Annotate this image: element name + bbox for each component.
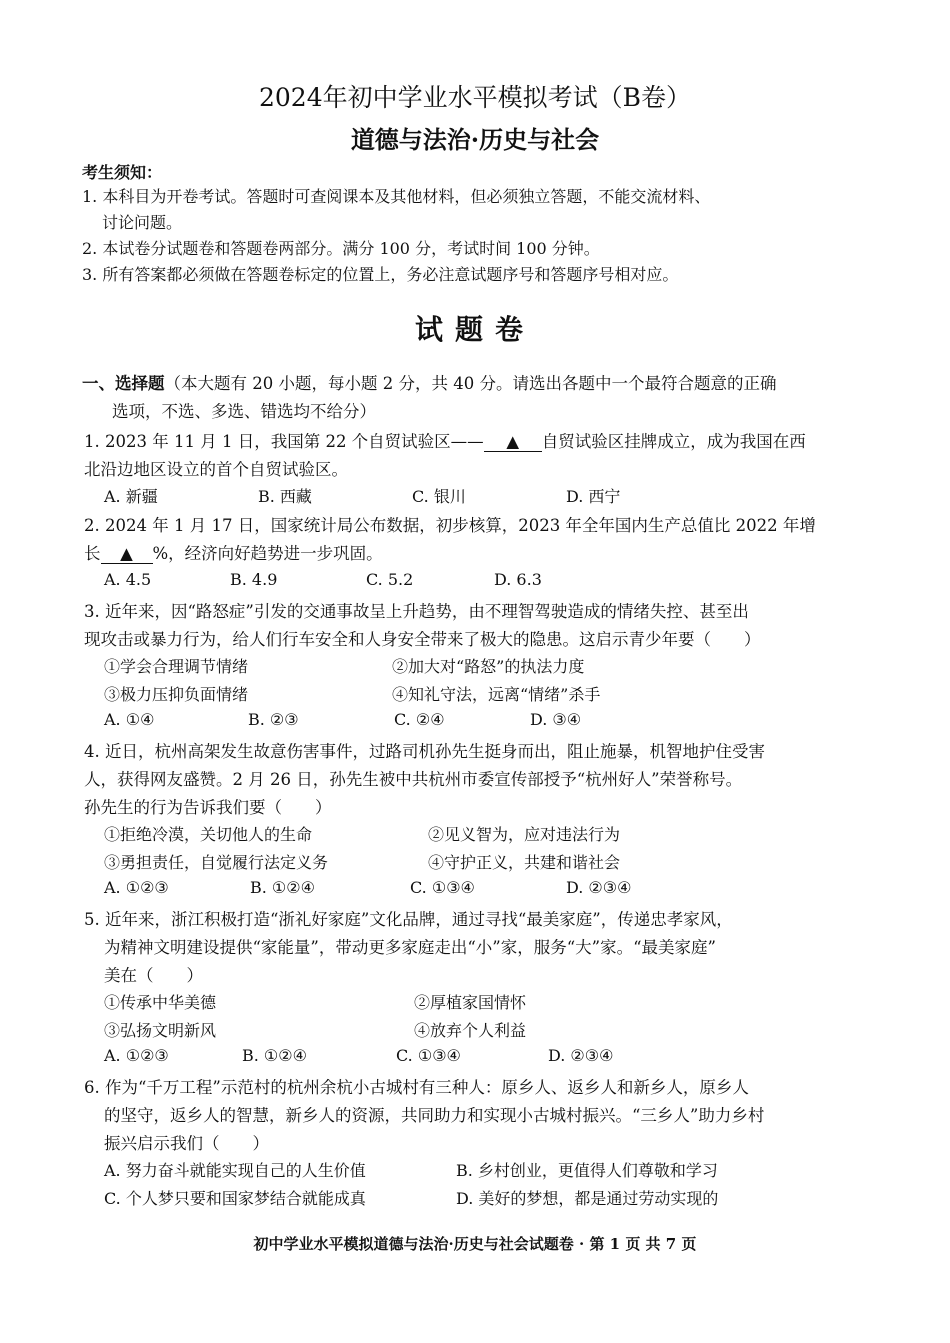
q1-option-b: B. 西藏 [258,487,312,506]
q2-text-b: 长 [84,544,101,563]
q5-option-d: D. ②③④ [548,1046,614,1065]
q6-option-a: A. 努力奋斗就能实现自己的人生价值 [104,1161,366,1180]
answer-blank [101,544,153,564]
q4-option-d: D. ②③④ [566,878,632,897]
section-title: 试题卷 [414,313,535,346]
section-label: 一、选择题 [82,374,165,393]
q1-text-a: 1. 2023 年 11 月 1 日，我国第 22 个自贸试验区—— [84,432,484,451]
q6-option-b: B. 乡村创业，更值得人们尊敬和学习 [456,1161,718,1180]
exam-title: 2024年初中学业水平模拟考试（B卷） [259,83,691,112]
q5-statement-2: ②厚植家国情怀 [414,993,527,1012]
question-5-line-3: 美在（ ） [104,966,203,985]
q1-option-a: A. 新疆 [104,487,158,506]
blank-triangle-icon: ▲ [506,432,520,451]
note-1-cont: 讨论问题。 [102,213,183,232]
q3-option-a: A. ①④ [104,710,155,729]
section-desc: （本大题有 20 小题，每小题 2 分，共 40 分。请选出各题中一个最符合题意的正确 [164,374,777,393]
note-1: 1. 本科目为开卷考试。答题时可查阅课本及其他材料，但必须独立答题，不能交流材料、 [82,187,711,206]
q6-option-c: C. 个人梦只要和国家梦结合就能成真 [104,1189,366,1208]
q4-statement-2: ②见义智为，应对违法行为 [428,825,621,844]
q3-statement-4: ④知礼守法，远离“情绪”杀手 [392,685,601,704]
note-2: 2. 本试卷分试题卷和答题卷两部分。满分 100 分，考试时间 100 分钟。 [82,239,600,258]
q2-option-a: A. 4.5 [104,570,152,589]
question-6-line-2: 的坚守，返乡人的智慧，新乡人的资源，共同助力和实现小古城村振兴。“三乡人”助力乡村 [104,1106,765,1125]
q3-statement-2: ②加大对“路怒”的执法力度 [392,657,585,676]
q1-option-d: D. 西宁 [566,487,621,506]
q2-text-c: %，经济向好趋势进一步巩固。 [152,544,383,563]
q5-statement-4: ④放弃个人利益 [414,1021,527,1040]
question-5-line-2: 为精神文明建设提供“家能量”，带动更多家庭走出“小”家，服务“大”家。“最美家庭” [104,938,716,957]
q3-option-c: C. ②④ [394,710,445,729]
q3-option-d: D. ③④ [530,710,582,729]
section-instructions [82,370,776,394]
question-2-line-1: 2. 2024 年 1 月 17 日，国家统计局公布数据，初步核算，2023 年全年国内生产总值比 2022 年增 [84,516,816,535]
question-4-line-2: 人，获得网友盛赞。2 月 26 日，孙先生被中共杭州市委宣传部授予“杭州好人”荣誉称号。 [84,770,743,789]
question-2-line-2 [84,540,383,564]
question-3-line-1: 3. 近年来，因“路怒症”引发的交通事故呈上升趋势，由不理智驾驶造成的情绪失控、甚至出 [84,602,749,621]
answer-blank [484,432,542,452]
question-6-line-1: 6. 作为“千万工程”示范村的杭州余杭小古城村有三种人：原乡人、返乡人和新乡人，原乡人 [84,1078,749,1097]
q5-option-b: B. ①②④ [242,1046,307,1065]
q4-statement-1: ①拒绝冷漠，关切他人的生命 [104,825,313,844]
question-4-line-1: 4. 近日，杭州高架发生故意伤害事件，过路司机孙先生挺身而出，阻止施暴，机智地护住受害 [84,742,765,761]
q5-statement-3: ③弘扬文明新风 [104,1021,217,1040]
exam-subject: 道德与法治·历史与社会 [350,125,600,154]
q5-statement-1: ①传承中华美德 [104,993,217,1012]
question-5-line-1: 5. 近年来，浙江积极打造“浙礼好家庭”文化品牌，通过寻找“最美家庭”，传递忠孝家风， [84,910,733,929]
q5-option-a: A. ①②③ [104,1046,169,1065]
section-desc-cont: 选项，不选、多选、错选均不给分） [112,402,376,421]
question-1-line-1 [84,428,806,452]
question-4-line-3: 孙先生的行为告诉我们要（ ） [84,798,332,817]
q2-option-c: C. 5.2 [366,570,414,589]
page-footer: 初中学业水平模拟道德与法治·历史与社会试题卷 · 第 1 页 共 7 页 [253,1235,697,1253]
q6-option-d: D. 美好的梦想，都是通过劳动实现的 [456,1189,719,1208]
q4-statement-4: ④守护正义，共建和谐社会 [428,853,621,872]
q4-option-c: C. ①③④ [410,878,475,897]
note-3: 3. 所有答案都必须做在答题卷标定的位置上，务必注意试题序号和答题序号相对应。 [82,265,679,284]
question-3-line-2: 现攻击或暴力行为，给人们行车安全和人身安全带来了极大的隐患。这启示青少年要（ ） [84,630,761,649]
q1-text-b: 自贸试验区挂牌成立，成为我国在西 [541,432,806,451]
q4-option-b: B. ①②④ [250,878,315,897]
q3-statement-3: ③极力压抑负面情绪 [104,685,249,704]
q4-statement-3: ③勇担责任，自觉履行法定义务 [104,853,329,872]
q4-option-a: A. ①②③ [104,878,169,897]
q2-option-d: D. 6.3 [494,570,542,589]
blank-triangle-icon: ▲ [120,544,133,563]
q3-statement-1: ①学会合理调节情绪 [104,657,249,676]
q1-option-c: C. 银川 [412,487,466,506]
q2-option-b: B. 4.9 [230,570,278,589]
question-6-line-3: 振兴启示我们（ ） [104,1134,269,1153]
question-1-line-2: 北沿边地区设立的首个自贸试验区。 [84,460,348,479]
notes-heading: 考生须知： [82,163,163,182]
q5-option-c: C. ①③④ [396,1046,461,1065]
q3-option-b: B. ②③ [248,710,299,729]
